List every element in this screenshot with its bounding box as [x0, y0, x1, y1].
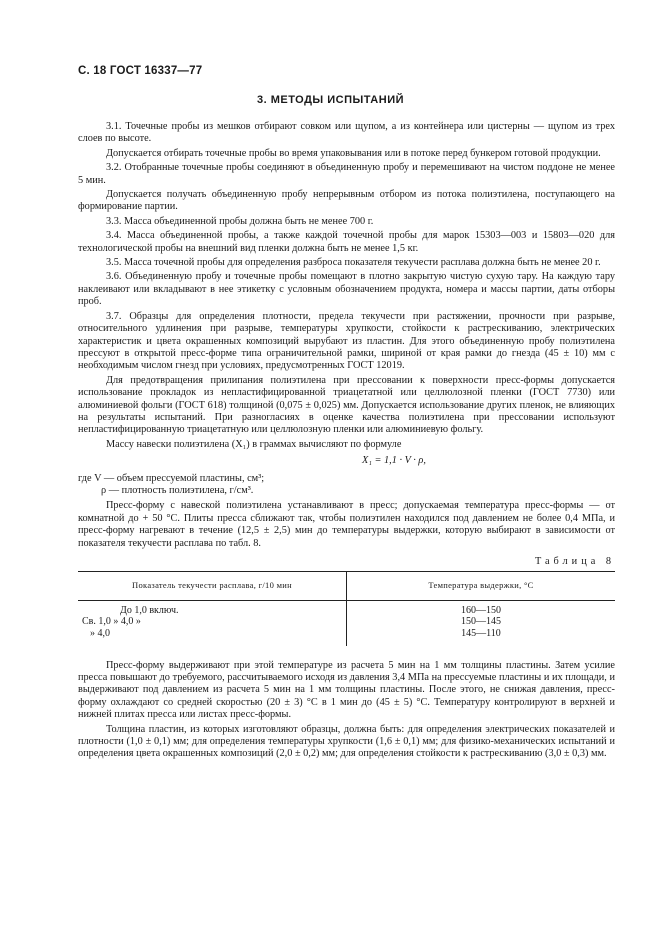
paragraph-3-6: 3.6. Объединенную пробу и точечные пробы помещают в плотно закрытую чистую сухую тару. На каждую тару наклеивают или вкладывают в нее этикетку с условным обозначением продукта, номера и массы партии, даты отборы проб.: [78, 271, 615, 308]
paragraph-3-2-note: Допускается получать объединенную пробу непрерывным отбором из потока полиэтилена, поступающего на формирование партии.: [78, 189, 615, 213]
table-cell-temperature: 150—145: [461, 616, 501, 628]
paragraph-3-4: 3.4. Масса объединенной пробы, а также каждой точечной пробы для марок 15303—003 и 15803—020 для технологической пробы на внешний вид пленки должна быть не менее 1,5 кг.: [78, 230, 615, 254]
paragraph-3-1: 3.1. Точечные пробы из мешков отбирают совком или щупом, а из контейнера или цистерны — щупом из трех слоев по высоте.: [78, 121, 615, 145]
paragraph-formula-intro: Массу навески полиэтилена (X₁) в граммах вычисляют по формуле: [106, 438, 402, 450]
paragraph-3-2: 3.2. Отобранные точечные пробы соединяют в объединенную пробу и перемешивают на чистом поддоне не менее 5 мин.: [78, 162, 615, 186]
formula-legend-volume: где V — объем прессуемой пластины, см³;: [78, 472, 265, 484]
page-header: С. 18 ГОСТ 16337—77: [78, 65, 203, 77]
table-cell-temperature: 145—110: [461, 628, 501, 639]
table-header-temperature: Температура выдержки, °С: [347, 572, 616, 600]
paragraph-3-3: 3.3. Масса объединенной пробы должна быть не менее 700 г.: [106, 215, 374, 227]
table-caption: Таблица 8: [534, 556, 615, 567]
table-cell-temperature: 160—150: [461, 604, 501, 616]
document-body: [78, 121, 615, 763]
table-body-row: [78, 600, 615, 645]
mass-formula: X₁ = 1,1 · V · ρ,: [362, 455, 426, 467]
paragraph-holding: Пресс-форму выдерживают при этой температуре из расчета 5 мин на 1 мм толщины пластины. Затем усилие пресса повышают до требуемого, рассчитываемого исходя из давления 3,4 МПа на прессуемые пластины и их площади, и выдерживают под давлением из расчета 5 мин на 1 мм толщины пластины. После этого, не снижая давления, пресс-форму охлаждают со средней скоростью (20 ± 3) °С в 1 мин до (45 ± 5) °С. Температуру контролируют в верхней и нижней плитах пресса или листах пресс-формы.: [78, 659, 615, 721]
paragraph-3-1-note: Допускается отбирать точечные пробы во время упаковывания или в потоке перед бункером готовой продукции.: [106, 147, 601, 159]
table-header-flow: Показатель текучести расплава, г/10 мин: [78, 572, 347, 600]
paragraph-3-5: 3.5. Масса точечной пробы для определения разброса показателя текучести расплава должна быть не менее 20 г.: [106, 257, 601, 269]
formula-legend-density: ρ — плотность полиэтилена, г/см³.: [101, 484, 254, 496]
paragraph-press-heating: Пресс-форму с навеской полиэтилена устанавливают в пресс; допускаемая температура пресс-формы — от комнатной до + 50 °С. Плиты пресса сближают так, чтобы полиэтилен находился под давлением не более 0,4 МПа, и пресс-форму нагревают в течение (12,5 ± 2,5) мин до температуры выдержки, которую выбирают в зависимости от показателя текучести расплава по табл. 8.: [78, 500, 615, 549]
table-cell-flow: » 4,0: [90, 628, 110, 639]
paragraph-3-7-films: Для предотвращения прилипания полиэтилена при прессовании к поверхности пресс-формы допускается использование прокладок из непластифицированной триацетатной или целлюлозной пленки (ГОСТ 7730) или алюминиевой фольги (ГОСТ 618) толщиной (0,075 ± 0,025) мм. Допускается использование других пленок, не влияющих на результаты испытаний. При разногласиях в оценке качества полиэтилена при прессовании используют непластифицированную триацетатную или целлюлозную пленки или алюминиевую фольгу.: [78, 374, 615, 436]
section-title: 3. МЕТОДЫ ИСПЫТАНИЙ: [257, 94, 404, 106]
flow-column: [78, 600, 347, 645]
table-cell-flow: До 1,0 включ.: [120, 604, 179, 616]
temperature-column: [347, 600, 616, 645]
paragraph-thickness: Толщина пластин, из которых изготовляют образцы, должна быть: для определения электрических показателей и плотности (1,0 ± 0,1) мм; для определения температуры хрупкости (1,6 ± 0,1) мм; для физико-механических испытаний и определения цвета окрашенных композиций (2,0 ± 0,2) мм; для определения стойкости к растрескиванию (3,0 ± 0,3) мм.: [78, 723, 615, 760]
table-8: [78, 571, 615, 645]
paragraph-3-7: 3.7. Образцы для определения плотности, предела текучести при растяжении, прочности при разрыве, относительного удлинения при разрыве, температуры хрупкости, стойкости к растрескиванию, электрических характеристик и цвета окрашенных композиций вырубают из пластин. Для этого объединенную пробу полиэтилена прессуют в открытой пресс-форме типа ограничительной рамки, шириной от края рамки до гнезда (45 ± 10) мм с необходимым числом гнезд при условиях, предусмотренных ГОСТ 12019.: [78, 310, 615, 372]
table-cell-flow: Св. 1,0 » 4,0 »: [82, 616, 141, 628]
